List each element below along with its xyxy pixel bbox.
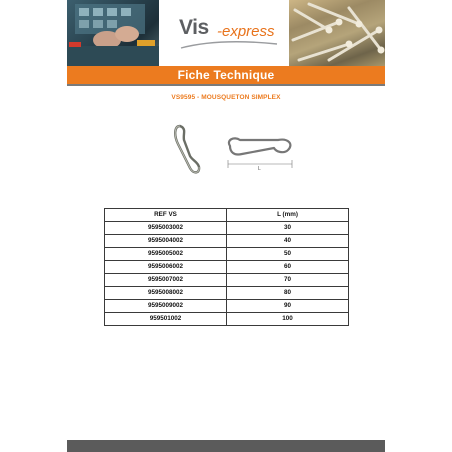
dimension-label: L (258, 166, 261, 172)
vis-express-logo (179, 14, 289, 54)
ref-cell: 9595004002 (105, 235, 227, 248)
length-cell: 70 (227, 274, 349, 287)
table-header-row (105, 209, 349, 222)
ref-cell: 9595003002 (105, 222, 227, 235)
section-title: Fiche Technique (177, 68, 275, 82)
length-cell: 100 (227, 313, 349, 326)
title-divider (67, 84, 385, 86)
ref-cell: 9595005002 (105, 248, 227, 261)
section-title-bar (67, 66, 385, 84)
length-cell: 40 (227, 235, 349, 248)
table-row (105, 300, 349, 313)
table-row (105, 274, 349, 287)
snap-hook-drawing (224, 132, 296, 176)
logo-main-text: Vis (179, 16, 209, 39)
table-row (105, 235, 349, 248)
ref-cell: 9595008002 (105, 287, 227, 300)
snap-hook-photo (172, 122, 202, 178)
header-ref: REF VS (105, 209, 227, 222)
ref-cell: 9595009002 (105, 300, 227, 313)
tools-photo (67, 0, 159, 66)
table-row (105, 287, 349, 300)
logo-suffix-text: -express (217, 23, 275, 40)
table-row (105, 222, 349, 235)
table-row (105, 313, 349, 326)
length-cell: 50 (227, 248, 349, 261)
length-cell: 80 (227, 287, 349, 300)
product-title: VS9595 - MOUSQUETON SIMPLEX (171, 94, 281, 101)
ref-cell: 9595007002 (105, 274, 227, 287)
table-row (105, 261, 349, 274)
table-row (105, 248, 349, 261)
footer-bar (67, 440, 385, 452)
length-cell: 90 (227, 300, 349, 313)
length-cell: 30 (227, 222, 349, 235)
header-length: L (mm) (227, 209, 349, 222)
length-cell: 60 (227, 261, 349, 274)
ref-cell: 9595006002 (105, 261, 227, 274)
reference-table (104, 208, 349, 326)
header-banner (67, 0, 385, 66)
screws-photo (289, 0, 385, 66)
ref-cell: 959501002 (105, 313, 227, 326)
